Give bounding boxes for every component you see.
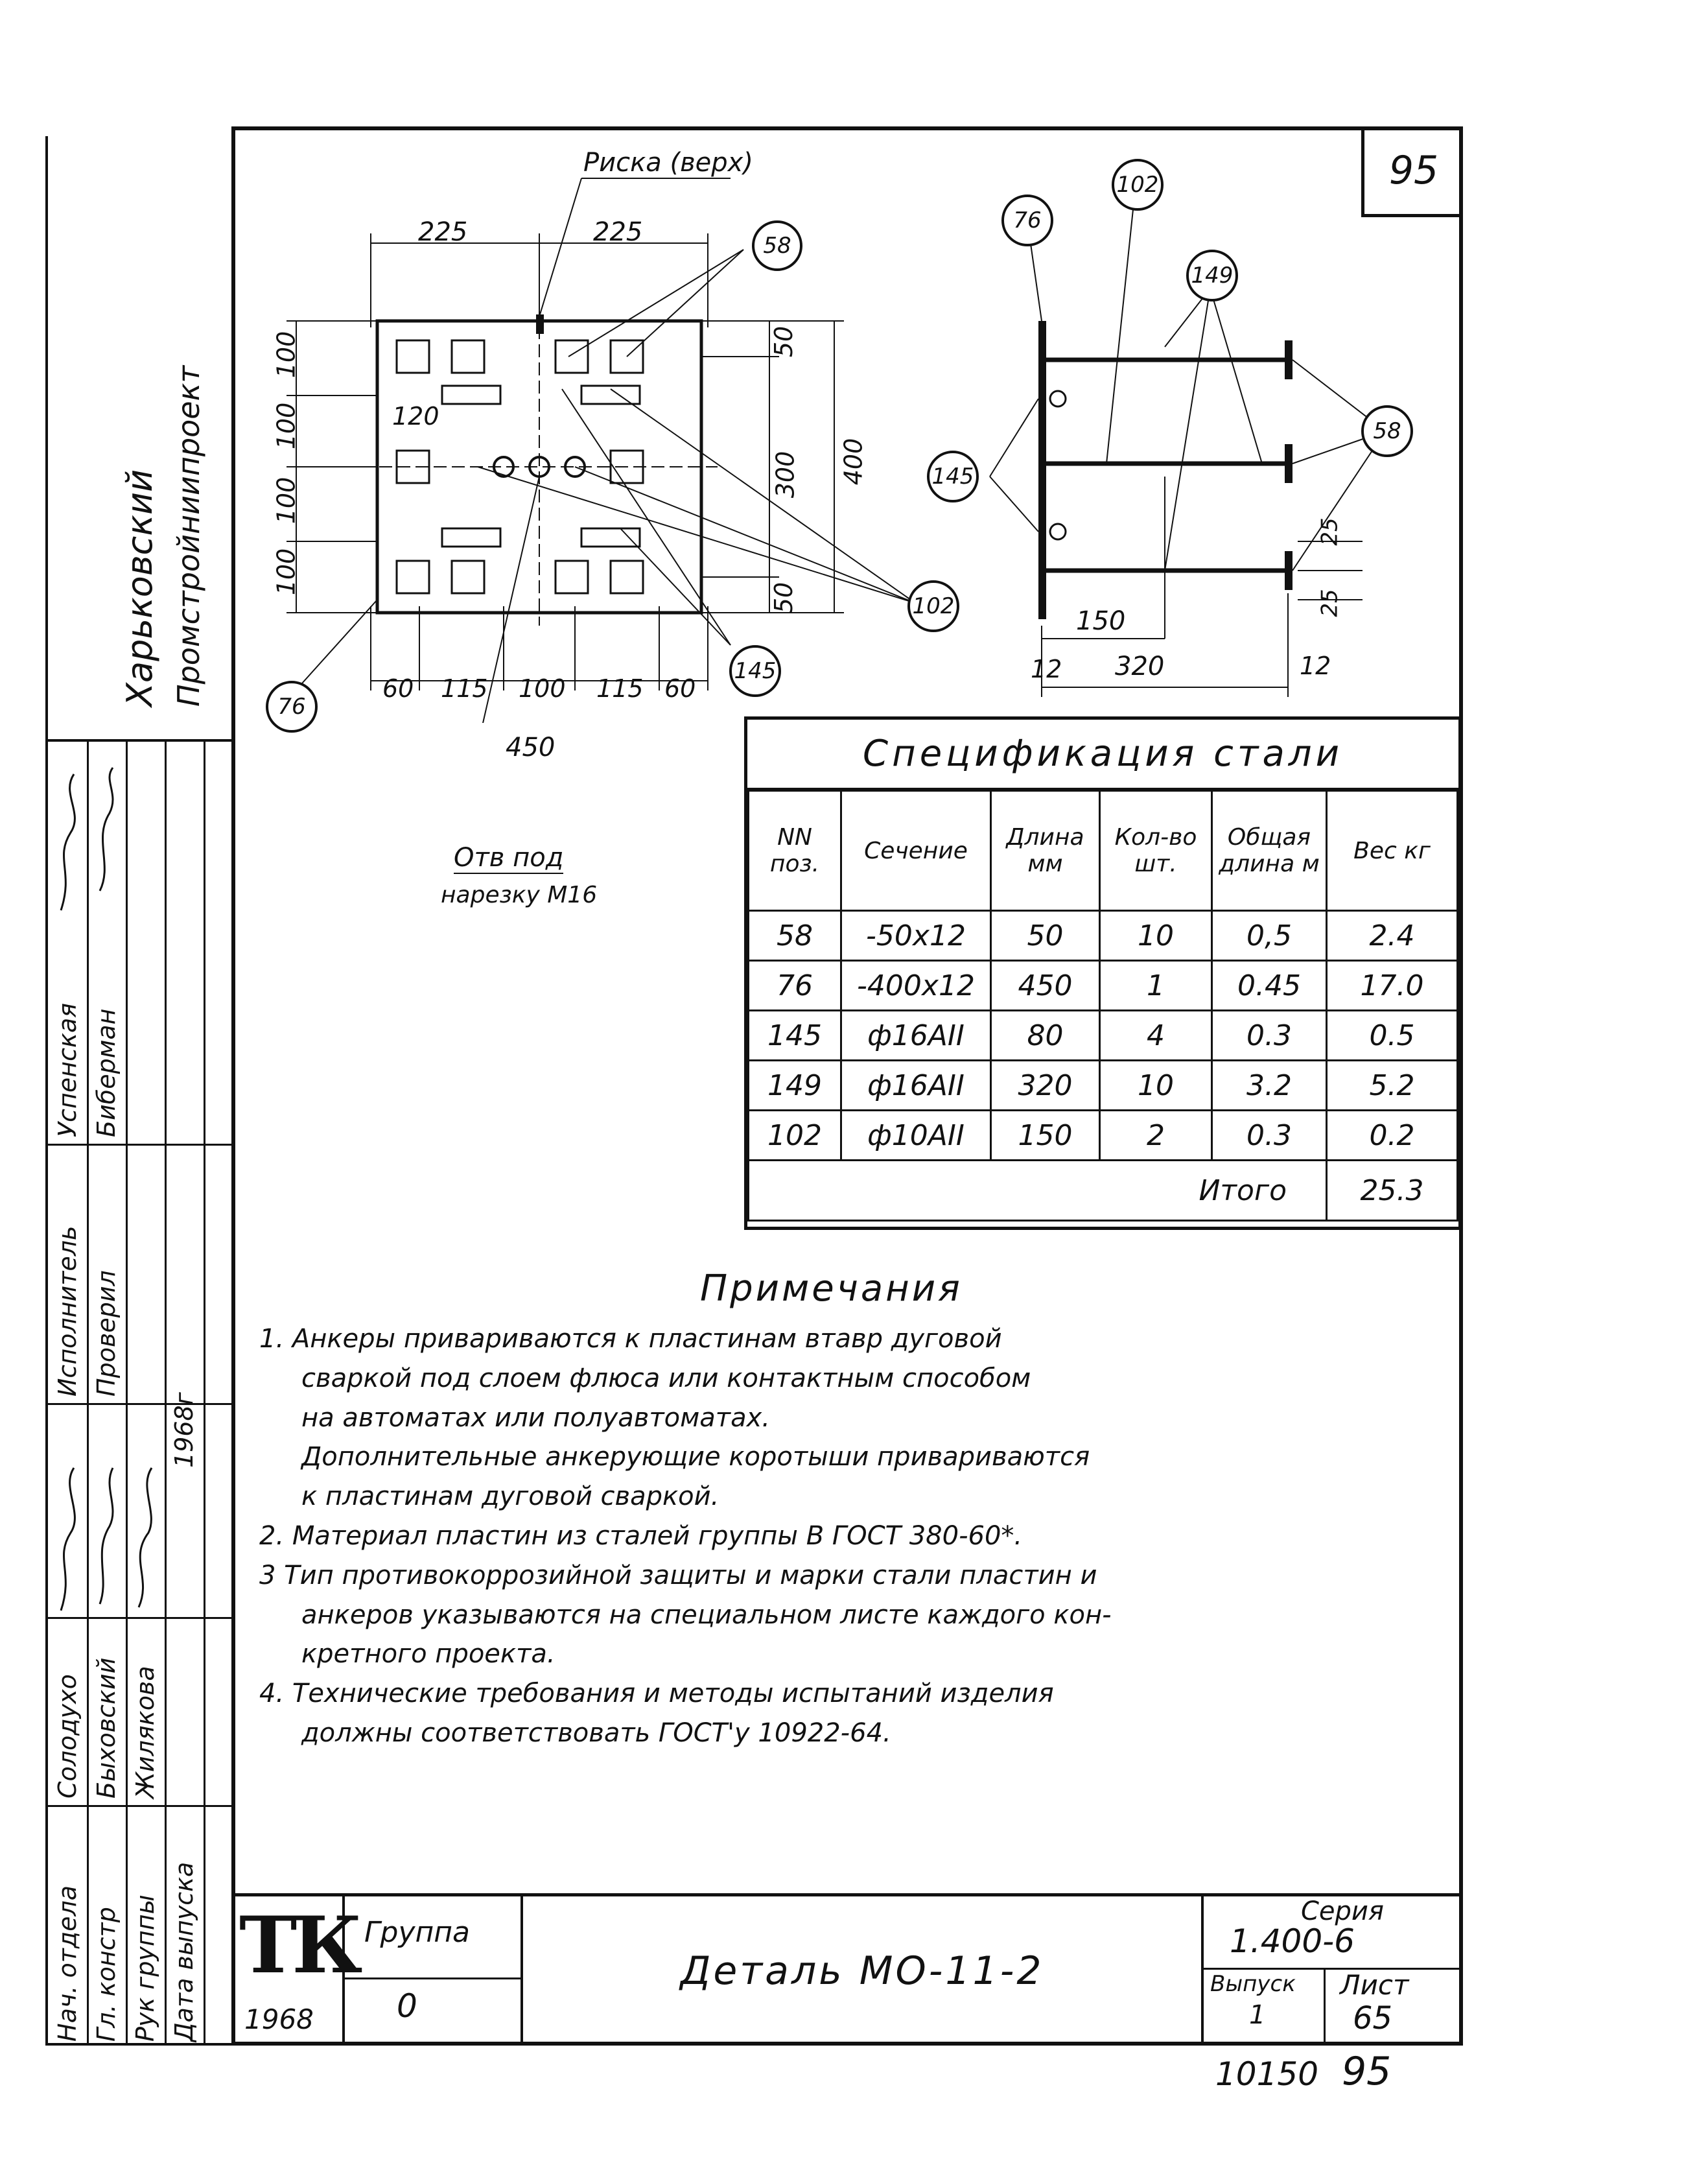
- cell: 4: [1100, 1011, 1212, 1061]
- note-line: Дополнительные анкерующие коротыши привариваются: [301, 1442, 1090, 1472]
- side-dim-25a: 25: [1316, 517, 1343, 546]
- cell: 10: [1100, 911, 1212, 961]
- dim-left-4: 100: [272, 548, 301, 596]
- cell: 0.3: [1212, 1111, 1327, 1161]
- table-row: [749, 1011, 1458, 1061]
- dim-left-1: 100: [272, 331, 301, 379]
- cell: 76: [749, 961, 841, 1011]
- org-line1: Харьковский: [119, 469, 160, 707]
- notes-title: Примечания: [700, 1268, 963, 1310]
- spec-header-length: Длина мм: [991, 791, 1100, 911]
- dim-bottom-100: 100: [519, 674, 566, 703]
- note-line: 2. Материал пластин из сталей группы В ГОСТ 380-60*.: [259, 1520, 1023, 1551]
- dim-top-right: 225: [593, 217, 643, 247]
- cell: 10: [1100, 1061, 1212, 1111]
- role-group-lead: Рук группы: [131, 1895, 159, 2042]
- role-head-of-dept: Нач. отдела: [53, 1885, 82, 2042]
- name-chief-designer: Быховский: [92, 1657, 121, 1799]
- hole-note-line2: нарезку М16: [441, 882, 598, 908]
- dim-bottom-60b: 60: [664, 674, 696, 703]
- cell: 0.3: [1212, 1011, 1327, 1061]
- role-issue-date: Дата выпуска: [170, 1861, 198, 2042]
- logo-cell: [231, 1896, 358, 2046]
- note-line: 1. Анкеры привариваются к пластинам втавр дуговой: [259, 1324, 1002, 1354]
- cell: ф16АII: [841, 1061, 991, 1111]
- table-row: [749, 961, 1458, 1011]
- table-row: [749, 1061, 1458, 1111]
- dim-right-300: 300: [771, 451, 800, 499]
- role-checked: Проверил: [92, 1270, 121, 1397]
- logo-tk: ТК: [239, 1900, 358, 1991]
- steel-spec-table: [744, 716, 1462, 1230]
- detail-title: Деталь МО-11-2: [523, 1896, 1204, 2046]
- note-line: должны соответствовать ГОСТ'у 10922-64.: [301, 1718, 891, 1748]
- role-chief-designer: Гл. констр: [92, 1907, 121, 2042]
- logo-year: 1968: [244, 2003, 314, 2035]
- cell: 0.45: [1212, 961, 1327, 1011]
- role-executor: Исполнитель: [53, 1225, 82, 1397]
- tag-149-side: 149: [1186, 250, 1238, 301]
- total-value: 25.3: [1327, 1161, 1458, 1221]
- side-dim-25b: 25: [1316, 589, 1343, 617]
- cell: 149: [749, 1061, 841, 1111]
- cell: 0,5: [1212, 911, 1327, 961]
- spec-header-total-length: Общая длина м: [1212, 791, 1327, 911]
- org-block: [45, 136, 231, 739]
- note-line: 3 Тип противокоррозийной защиты и марки стали пластин и: [259, 1560, 1097, 1590]
- series-value: 1.400-6: [1230, 1922, 1355, 1960]
- cell: -400х12: [841, 961, 991, 1011]
- table-row: [749, 1111, 1458, 1161]
- note-line: на автоматах или полуавтоматах.: [301, 1402, 771, 1433]
- tag-58-plan: 58: [752, 220, 802, 271]
- series-label: Серия: [1301, 1896, 1384, 1926]
- name-group-lead: Жилякова: [131, 1666, 159, 1799]
- corner-number: 95: [1388, 147, 1439, 193]
- cell: ф10АII: [841, 1111, 991, 1161]
- dim-400: 400: [839, 438, 868, 486]
- dim-left-3: 100: [272, 477, 301, 525]
- total-label: Итого: [749, 1161, 1327, 1221]
- cell: 102: [749, 1111, 841, 1161]
- group-value: 0: [397, 1987, 417, 2025]
- side-dim-320: 320: [1115, 652, 1165, 681]
- note-line: сваркой под слоем флюса или контактным способом: [301, 1363, 1031, 1393]
- spec-title: Спецификация стали: [747, 720, 1458, 790]
- tag-76-plan: 76: [266, 681, 318, 733]
- title-block: [231, 1893, 1463, 2046]
- tag-145-plan: 145: [729, 645, 781, 697]
- note-line: кретного проекта.: [301, 1639, 556, 1670]
- cell: 58: [749, 911, 841, 961]
- cell: 17.0: [1327, 961, 1458, 1011]
- group-label: Группа: [364, 1916, 470, 1949]
- cell: 80: [991, 1011, 1100, 1061]
- note-line: анкеров указываются на специальном листе каждого кон-: [301, 1599, 1112, 1630]
- spec-header-section: Сечение: [841, 791, 991, 911]
- org-line2: Промстройниипроект: [171, 365, 206, 707]
- cell: ф16АII: [841, 1011, 991, 1061]
- issue-label: Выпуск: [1210, 1971, 1296, 1997]
- hole-note-line1: Отв под: [454, 843, 564, 873]
- cell: 2.4: [1327, 911, 1458, 961]
- cell: -50х12: [841, 911, 991, 961]
- footer-code: 10150: [1215, 2055, 1319, 2093]
- top-mark-label: Риска (верх): [583, 148, 753, 178]
- name-executor: Успенская: [53, 1002, 82, 1137]
- cell: 50: [991, 911, 1100, 961]
- dim-bottom-60a: 60: [382, 674, 414, 703]
- cell: 1: [1100, 961, 1212, 1011]
- tag-102-plan: 102: [907, 580, 959, 632]
- tag-102-side: 102: [1112, 159, 1164, 211]
- dim-bottom-115b: 115: [596, 674, 644, 703]
- cell: 145: [749, 1011, 841, 1061]
- table-row: [749, 911, 1458, 961]
- spec-header-pos: NN поз.: [749, 791, 841, 911]
- dim-450: 450: [506, 733, 556, 762]
- name-head-of-dept: Солодухо: [53, 1674, 82, 1799]
- name-checked: Биберман: [92, 1008, 121, 1137]
- cell: 3.2: [1212, 1061, 1327, 1111]
- dim-right-50a: 50: [769, 325, 799, 358]
- signatures: [48, 742, 231, 2048]
- cell: 0.2: [1327, 1111, 1458, 1161]
- dim-bottom-115a: 115: [441, 674, 488, 703]
- sheet-value: 65: [1353, 2000, 1393, 2036]
- issue-value: 1: [1249, 2000, 1266, 2030]
- series-cell: [1204, 1896, 1460, 2046]
- spec-header-qty: Кол-во шт.: [1100, 791, 1212, 911]
- side-dim-150: 150: [1076, 606, 1126, 636]
- dim-120: 120: [392, 402, 439, 431]
- signature-strip: [45, 739, 231, 2046]
- cell: 5.2: [1327, 1061, 1458, 1111]
- dim-top-left: 225: [418, 217, 468, 247]
- tag-58-side: 58: [1361, 405, 1413, 457]
- sheet-label: Лист: [1340, 1969, 1409, 2001]
- side-dim-12b: 12: [1300, 652, 1331, 680]
- cell: 0.5: [1327, 1011, 1458, 1061]
- stamp-year: 1968г: [170, 1392, 198, 1468]
- note-line: к пластинам дуговой сваркой.: [301, 1481, 719, 1512]
- notes-body: [259, 1319, 1439, 1753]
- cell: 450: [991, 961, 1100, 1011]
- tag-76-side: 76: [1001, 195, 1053, 246]
- side-dim-12a: 12: [1031, 655, 1062, 683]
- dim-right-50b: 50: [769, 582, 799, 614]
- spec-header-weight: Вес кг: [1327, 791, 1458, 911]
- group-cell: [345, 1896, 523, 2046]
- total-row: [749, 1161, 1458, 1221]
- note-line: 4. Технические требования и методы испытаний изделия: [259, 1679, 1054, 1709]
- dim-left-2: 100: [272, 402, 301, 450]
- cell: 2: [1100, 1111, 1212, 1161]
- tag-145-side: 145: [927, 451, 979, 502]
- footer-page: 95: [1342, 2049, 1392, 2094]
- cell: 320: [991, 1061, 1100, 1111]
- cell: 150: [991, 1111, 1100, 1161]
